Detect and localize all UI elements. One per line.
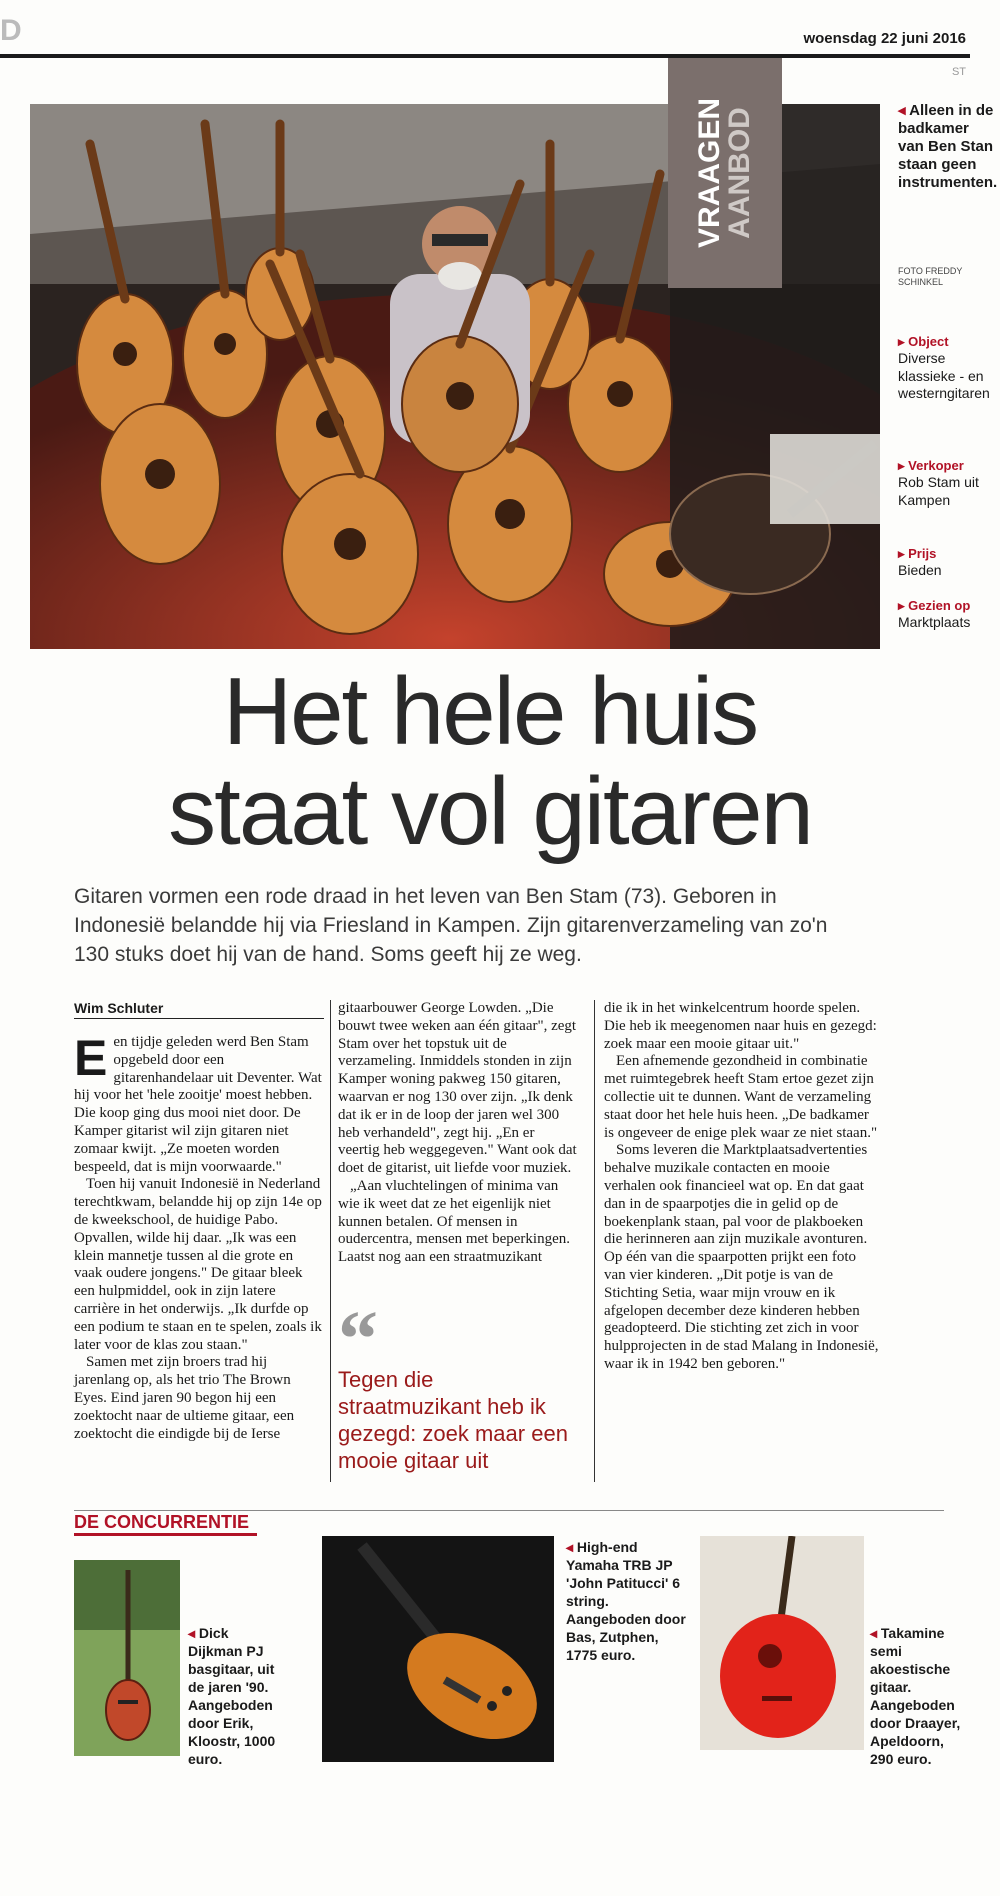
ad-caption: ◂ Takamine semi akoestische gitaar. Aangeboden door Draayer, Apeldoorn, 290 euro. [870,1625,961,1767]
article-paragraph: „Aan vluchtelingen of minima van wie ik weet dat ze het eigenlijk niet kunnen betalen. Of mensen in oudercentra, mensen met beperkingen. Laatst nog aan een straatmuzikant [338,1177,570,1266]
section-label-line1: VRAAGEN [693,97,727,249]
article-paragraph: Soms leveren die Marktplaatsadvertenties behalve muzikale contacten en mooie verhalen ook financieel wat op. En dat gaat dan in de spaarpotjes die in gelid op de boekenplank staan, pal voor de plakboeken die herinneren aan zijn muzikale avonturen. Op één van die spaarpotten prijkt een foto van vier kinderen. „Dit potje is van de Stichting Setia, waar mijn vrouw en ik afgelopen december deze kinderen hebben geadopteerd. Die stichting zet zich in voor hulpprojecten in de stad Malang in Indonesië, waar ik in 1942 ben geboren." [604,1142,879,1372]
column-divider [594,1000,595,1482]
ad-image-takamine [700,1536,864,1750]
caption-text: Alleen in de badkamer van Ben Stan staan geen instrumenten. [898,102,998,191]
info-seller-label: ▸ Verkoper [898,458,964,473]
intro-text: Gitaren vormen een rode draad in het leven van Ben Stam (73). Geboren in Indonesië belandde hij via Friesland in Kampen. Zijn gitarenverzameling van zo'n 130 stuks doet hij van de hand. Soms geeft hij ze weg. [74,885,828,966]
caption-arrow-icon: ◂ [898,102,906,119]
photo-caption [898,102,998,192]
ad-arrow-icon: ◂ [870,1625,878,1641]
ad-caption: ◂ High-end Yamaha TRB JP 'John Patitucci' 6 string. Aangeboden door Bas, Zutphen, 1775 euro. [566,1539,686,1663]
info-price-value: Bieden [898,562,942,578]
section-label-box [668,58,782,288]
issue-date: woensdag 22 juni 2016 [803,30,966,47]
ad-caption: ◂ Dick Dijkman PJ basgitaar, uit de jaren '90. Aangeboden door Erik, Kloostr, 1000 euro. [188,1625,276,1767]
headline [90,658,890,865]
article-paragraph: die ik in het winkelcentrum hoorde spelen. Die heb ik meegenomen naar huis en gezegd: zoek maar een mooie gitaar uit." [604,1000,877,1052]
info-object-value: Diverse klassieke - en westerngitaren [898,350,990,401]
article-paragraph: gitaarbouwer George Lowden. „Die bouwt twee weken aan één gitaar", zegt Stam over het topstuk uit de verzameling. Inmiddels stonden in zijn Kamper woning pakweg 150 gitaren, waarvan er nog 130 over zijn. „Ik denk dat ik er in de loop der jaren wel 300 heb verhandeld", zegt hij. „En er veertig heb weggegeven." Want ook dat doet de gitarist, uit liefde voor muziek. [338,1000,577,1177]
article-paragraph: Samen met zijn broers trad hij jarenlang op, als het trio The Brown Eyes. Eind jaren 90 begon hij een zoektocht naar de ultieme gitaar, een zoektocht die eindigde bij de Ierse [74,1354,295,1442]
dropcap: E [74,1030,108,1086]
quote-mark-icon: “ [338,1296,378,1384]
competition-title: DE CONCURRENTIE [74,1512,257,1536]
column-divider [330,1000,331,1482]
headline-line2: staat vol gitaren [168,758,812,865]
ad-image-yamaha [322,1536,554,1762]
info-price [898,546,998,580]
ad-arrow-icon: ◂ [566,1539,574,1555]
header-corner-letter: D [0,14,22,47]
info-seen [898,598,998,632]
byline: Wim Schluter [74,1000,324,1019]
photo-credit: FOTO FREDDY SCHINKEL [898,266,963,287]
article-paragraph: Een afnemende gezondheid in combinatie met ruimtegebrek heeft Stam ertoe gezet zijn collectie uit te dunnen. Want de verzameling staat door het hele huis heen. „De badkamer is ongeveer de enige plek waar ze niet staan." [604,1053,878,1141]
info-seller-value: Rob Stam uit Kampen [898,474,979,508]
article-column-3 [604,1000,880,1374]
info-object-label: ▸ Object [898,334,949,349]
headline-line1: Het hele huis [222,658,758,765]
section-mark: ST [951,66,966,78]
competition-rule [74,1510,944,1511]
info-seen-value: Marktplaats [898,614,971,630]
header-rule [0,54,970,58]
article-paragraph: Een tijdje geleden werd Ben Stam opgebeld door een gitarenhandelaar uit Deventer. Wat hij voor het 'hele zooitje' moest hebben. Die koop ging dus mooi niet door. De Kamper gitarist wil zijn gitaren niet zomaar kwijt. „Ze moeten worden bespeeld, dat is mijn voorwaarde." [74,1030,322,1175]
section-label-line2: AANBOD [723,107,757,239]
info-seen-label: ▸ Gezien op [898,598,971,613]
article-paragraph: Toen hij vanuit Indonesië in Nederland terechtkwam, belandde hij op zijn 14e op de kweekschool, de huidige Pabo. Opvallen, wilde hij daar. „Ik was een klein mannetje tussen al die grote en vaak oudere jongens." De gitaar bleek een hulpmiddel, ook in zijn latere carrière in het onderwijs. „Ik durfde op een podium te staan en te spelen, zoals ik later voor de klas zou staan." [74,1176,322,1353]
info-price-label: ▸ Prijs [898,546,937,561]
ad-image-bass [74,1560,180,1756]
info-object [898,334,998,403]
ad-arrow-icon: ◂ [188,1625,196,1641]
article-column-2 [338,1000,578,1267]
article-column-1 [74,1030,324,1443]
pull-quote: Tegen die straatmuzikant heb ik gezegd: zoek maar een mooie gitaar uit [338,1367,568,1473]
info-seller [898,458,998,509]
